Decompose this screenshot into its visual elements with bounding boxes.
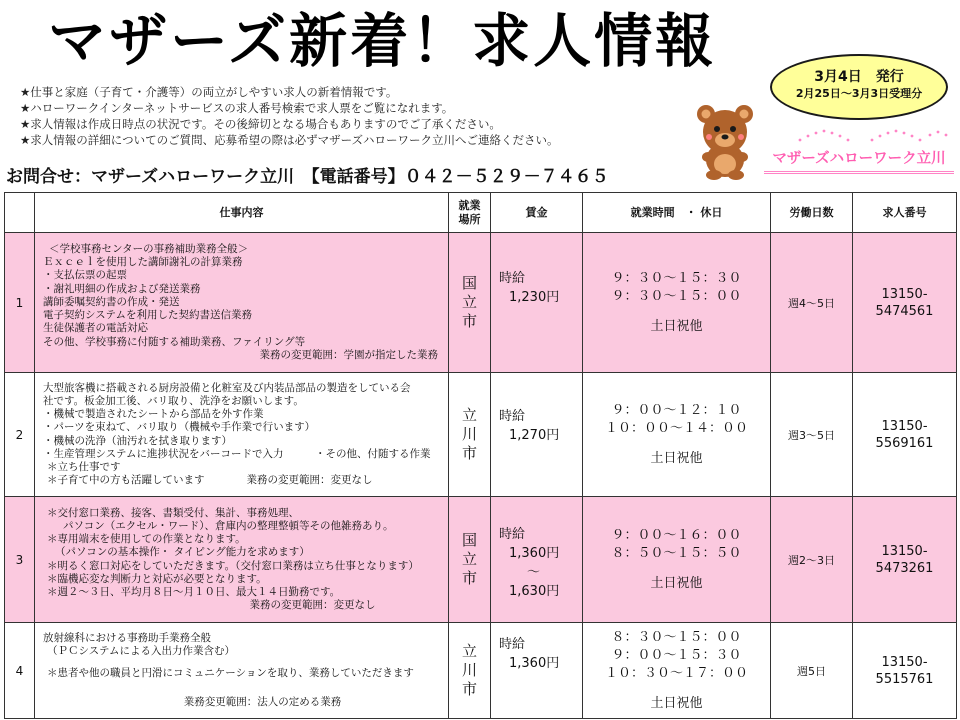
col-header-days: 労働日数 bbox=[771, 193, 853, 233]
issue-date: 3月4日 発行 bbox=[814, 69, 904, 85]
job-number bbox=[853, 233, 957, 373]
work-days: 週3～5日 bbox=[771, 373, 853, 497]
work-days: 週5日 bbox=[771, 623, 853, 719]
job-line: ＊立ち仕事です bbox=[47, 460, 121, 473]
col-header-place-2: 場所 bbox=[458, 212, 481, 226]
wage bbox=[491, 497, 583, 623]
job-line: ＜学校事務センターの事務補助業務全般＞ bbox=[49, 243, 249, 256]
days-off: 土日祝他 bbox=[650, 450, 703, 466]
wage-amount: 1,230円 bbox=[509, 290, 560, 305]
wage-type: 時給 bbox=[499, 637, 526, 652]
work-hours bbox=[583, 373, 771, 497]
location-char: 市 bbox=[461, 312, 477, 330]
job-line: ・支払伝票の起票 bbox=[43, 269, 127, 282]
job-line: ＊交付窓口業務、接客、書類受付、集計、事務処理、 bbox=[47, 506, 299, 519]
note-item: ★求人情報は作成日時点の状況です。その後締切となる場合もありますのでご了承ください。 bbox=[20, 117, 501, 131]
contact-line: お問合せ：マザーズハローワーク立川 【電話番号】０４２－５２９－７４６５ bbox=[6, 167, 609, 187]
notes-list bbox=[20, 84, 559, 148]
hours-line: ９：３０～１５：００ bbox=[611, 288, 742, 304]
row-number: 1 bbox=[5, 233, 35, 373]
hours-line: ８：５０～１５：５０ bbox=[611, 545, 742, 561]
job-description bbox=[35, 497, 449, 623]
work-hours bbox=[583, 497, 771, 623]
job-line: ・パーツを束ねて、バリ取り（機械や手作業で行います） bbox=[43, 421, 316, 434]
job-table bbox=[4, 192, 957, 719]
work-location bbox=[449, 497, 491, 623]
job-description bbox=[35, 623, 449, 719]
work-days: 週2～3日 bbox=[771, 497, 853, 623]
location-char: 川 bbox=[461, 661, 477, 679]
issue-period: 2月25日～3月3日受理分 bbox=[795, 87, 923, 100]
job-line-spacer bbox=[43, 659, 442, 667]
job-line: （ＰＣシステムによる入出力作業含む） bbox=[47, 645, 235, 658]
wage bbox=[491, 373, 583, 497]
wage-type: 時給 bbox=[499, 271, 526, 286]
location-char: 市 bbox=[461, 569, 477, 587]
days-off: 土日祝他 bbox=[650, 575, 703, 591]
job-number-part: 5569161 bbox=[875, 435, 934, 451]
job-line: ・機械で製造されたシートから部品を外す作業 bbox=[43, 408, 264, 421]
location-char: 国 bbox=[461, 274, 477, 292]
job-number-part: 13150- bbox=[881, 543, 928, 559]
hours-line: ９：３０～１５：３０ bbox=[611, 270, 742, 286]
work-location bbox=[449, 373, 491, 497]
job-number-part: 13150- bbox=[881, 418, 928, 434]
job-line: ・生産管理システムに進捗状況をバーコードで入力 ・その他、付随する作業 bbox=[43, 447, 431, 460]
hours-line: １０：００～１４：００ bbox=[604, 420, 748, 436]
job-line: ＊専用端末を使用しての作業となります。 bbox=[47, 533, 246, 546]
job-line: Ｅｘｃｅｌを使用した講師謝礼の計算業務 bbox=[43, 256, 243, 269]
job-number bbox=[853, 497, 957, 623]
job-line: 大型旅客機に搭載される厨房設備と化粧室及び内装品部品の製造をしている会 bbox=[43, 381, 411, 394]
logo-decoration bbox=[770, 126, 950, 146]
job-line: パソコン（エクセル・ワード）、倉庫内の整理整頓等その他雑務あり。 bbox=[63, 519, 394, 532]
job-description bbox=[35, 373, 449, 497]
location-char: 立 bbox=[461, 293, 477, 311]
job-line: 放射線科における事務助手業務全般 bbox=[43, 632, 211, 645]
wage-type: 時給 bbox=[499, 409, 526, 424]
job-number-part: 5474561 bbox=[875, 303, 934, 319]
location-char: 立 bbox=[461, 406, 477, 424]
job-number-part: 5473261 bbox=[875, 560, 934, 576]
work-location bbox=[449, 623, 491, 719]
job-line: 社です。板金加工後、バリ取り、洗浄をお願いします。 bbox=[43, 394, 304, 407]
note-item: ★求人情報の詳細についてのご質問、応募希望の際は必ずマザーズハローワーク立川へご連絡ください。 bbox=[20, 133, 559, 147]
location-char: 市 bbox=[461, 680, 477, 698]
table-row bbox=[5, 623, 957, 719]
job-line-spacer bbox=[43, 680, 442, 688]
work-hours bbox=[583, 233, 771, 373]
page-title: マザーズ新着！求人情報 bbox=[48, 7, 717, 75]
hours-line: ９：００～１５：３０ bbox=[611, 647, 742, 663]
job-line: 電子契約システムを利用した契約書送信業務 bbox=[43, 309, 252, 322]
wage-range-separator: ～ bbox=[527, 565, 541, 580]
job-number-part: 13150- bbox=[881, 654, 928, 670]
job-line: ＊週２～３日、平均月８日～月１０日、最大１４日勤務です。 bbox=[47, 585, 341, 598]
table-row bbox=[5, 233, 957, 373]
job-line: （パソコンの基本操作・ タイピング能力を求めます） bbox=[55, 546, 310, 559]
job-line: その他、学校事務に付随する補助業務、ファイリング等 bbox=[43, 335, 306, 348]
hours-line: １０：３０～１７：００ bbox=[604, 665, 748, 681]
wage-type: 時給 bbox=[499, 527, 526, 542]
bear-mascot-icon bbox=[690, 102, 760, 180]
work-hours bbox=[583, 623, 771, 719]
job-line: ・機械の洗浄（油汚れを拭き取ります） bbox=[43, 434, 232, 447]
row-number: 4 bbox=[5, 623, 35, 719]
table-row bbox=[5, 373, 957, 497]
table-row bbox=[5, 497, 957, 623]
job-change-scope: 業務変更範囲：法人の定める業務 bbox=[183, 695, 342, 708]
job-change-scope: 業務の変更範囲：学園が指定した業務 bbox=[259, 348, 438, 361]
wage-amount: 1,270円 bbox=[509, 428, 560, 443]
location-char: 立 bbox=[461, 642, 477, 660]
col-header-place-1: 就業 bbox=[458, 198, 481, 212]
job-line: ＊明るく窓口対応をしていただきます。（交付窓口業務は立ち仕事となります） bbox=[47, 559, 419, 572]
work-location bbox=[449, 233, 491, 373]
location-char: 立 bbox=[461, 550, 477, 568]
col-header-wage: 賃金 bbox=[491, 193, 583, 233]
note-item: ★仕事と家庭（子育て・介護等）の両立がしやすい求人の新着情報です。 bbox=[20, 85, 398, 99]
col-header-place bbox=[449, 193, 491, 233]
col-header-time: 就業時間 ・ 休日 bbox=[583, 193, 771, 233]
issue-date-bubble bbox=[770, 54, 948, 120]
location-char: 国 bbox=[461, 531, 477, 549]
col-header-id: 求人番号 bbox=[853, 193, 957, 233]
wage-amount: 1,360円 bbox=[509, 656, 560, 671]
job-line: ＊子育て中の方も活躍しています 業務の変更範囲：変更なし bbox=[47, 474, 373, 487]
row-number: 3 bbox=[5, 497, 35, 623]
office-logo: マザーズハローワーク立川 bbox=[764, 146, 954, 174]
wage-amount: 1,360円 bbox=[509, 546, 560, 561]
location-char: 川 bbox=[461, 425, 477, 443]
job-line: 生徒保護者の電話対応 bbox=[43, 322, 148, 335]
job-number-part: 5515761 bbox=[875, 671, 934, 687]
col-header-no bbox=[5, 193, 35, 233]
job-line: ＊患者や他の職員と円滑にコミュニケーションを取り、業務していただきます bbox=[47, 666, 414, 679]
table-header-row bbox=[5, 193, 957, 233]
hours-line: ８：３０～１５：００ bbox=[611, 629, 742, 645]
col-header-job: 仕事内容 bbox=[35, 193, 449, 233]
job-number-part: 13150- bbox=[881, 286, 928, 302]
wage-amount: 1,630円 bbox=[509, 584, 560, 599]
job-line-spacer bbox=[43, 688, 442, 696]
wage bbox=[491, 233, 583, 373]
work-days: 週4～5日 bbox=[771, 233, 853, 373]
job-description bbox=[35, 233, 449, 373]
job-line: 講師委嘱契約書の作成・発送 bbox=[43, 295, 180, 308]
job-line: ・謝礼明細の作成および発送業務 bbox=[43, 282, 201, 295]
job-line: ＊臨機応変な判断力と対応が必要となります。 bbox=[47, 572, 267, 585]
days-off: 土日祝他 bbox=[650, 318, 703, 334]
row-number: 2 bbox=[5, 373, 35, 497]
hours-line: ９：００～１２：１０ bbox=[611, 402, 742, 418]
hours-line: ９：００～１６：００ bbox=[611, 527, 742, 543]
wage bbox=[491, 623, 583, 719]
days-off: 土日祝他 bbox=[650, 695, 703, 711]
job-number bbox=[853, 373, 957, 497]
note-item: ★ハローワークインターネットサービスの求人番号検索で求人票をご覧になれます。 bbox=[20, 101, 454, 115]
job-number bbox=[853, 623, 957, 719]
job-change-scope: 業務の変更範囲：変更なし bbox=[249, 599, 376, 612]
location-char: 市 bbox=[461, 444, 477, 462]
